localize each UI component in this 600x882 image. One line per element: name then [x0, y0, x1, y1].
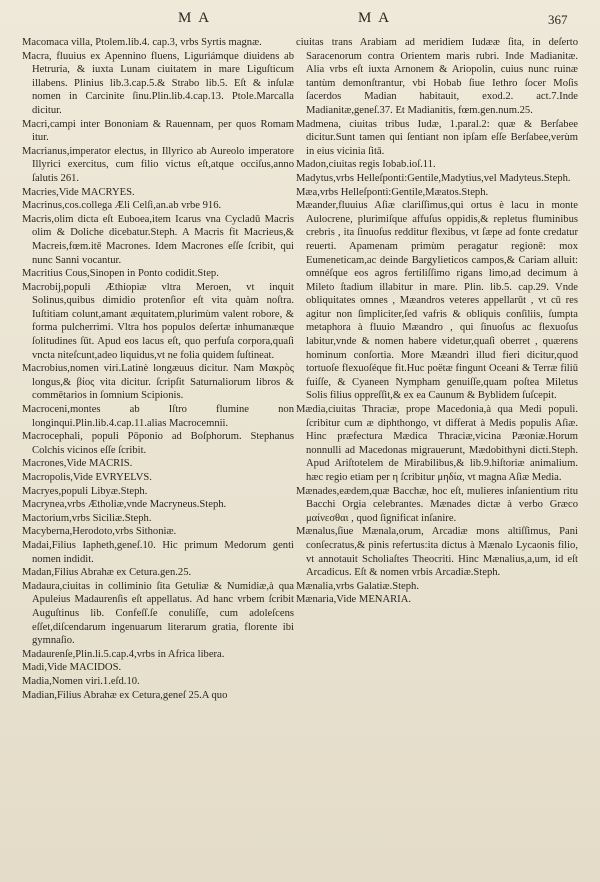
dictionary-entry: Madi,Vide MACIDOS.	[22, 662, 122, 674]
dictionary-entry: Madytus,vrbs Helleſponti:Gentile,Madytius,vel Madyteus.Steph.	[296, 172, 571, 184]
dictionary-entry: Mæander,fluuius Aſiæ clariſſimus,qui ortus è lacu in monte Aulocrene, plurimiſque affuſus oppidis,& repletus fluminibus crebris , ita ſinuoſus redditur flexibus, vt ſæpe ad fonte credatur reuerti. Apamenam primùm peragatur regionē: mox Eumeneticam,ac deinde Bargylieticos campos,& Cariam alluit: omnéſque eos agros fertiliſſimo rigans limo,ad decimum à Mileto ſtadium illabitur in mare. Plin. lib.5. cap.29. Vnde obliquitates omnes , Mæandros veteres appellarūt , vt cū res agitur non ſimpliciter,ſed vafris & obliquis conſiliis, ſumpta metaphora à fluuio Mæandro , qui ſinuoſus ac flexuoſus labitur,vnde & nomen habere videtur,quaſi oberret , quærens hominum conſortia. More Mæandri illud fieri dicitur,quod tortuoſe flexuoſéque fit.Huc poëtæ fingunt Oceani & Terræ filiū fuiſſe, & Cyaneen Nympham genuiſſe,quam poſtea Miletus Solis filius oppreſſit,& ex ea Caunum & Byblidem ſuſcepit.	[296, 200, 578, 402]
dictionary-entry: Madia,Nomen viri.1.eſd.10.	[22, 675, 140, 687]
dictionary-entry: Macrinus,cos.collega Æli Celſi,an.ab vrbe 916.	[22, 200, 222, 212]
dictionary-entry: Madon,ciuitas regis Iobab.ioſ.11.	[296, 159, 436, 171]
header-left-letters: M A	[178, 10, 212, 26]
dictionary-entry: Mactorium,vrbs Siciliæ.Steph.	[22, 512, 152, 524]
dictionary-entry: Macrynea,vrbs Ætholiæ,vnde Macryneus.Steph.	[22, 499, 227, 511]
dictionary-entry: Macryes,populi Libyæ.Steph.	[22, 485, 148, 497]
left-column	[22, 36, 294, 702]
dictionary-entry: ciuitas trans Arabiam ad meridiem Iudææ ſita, in deſerto Saracenorum contra Orientem maris rubri. Inde Madianitæ. Alia vrbs eſt iuxta Arnonem & Ariopolin, cuius nunc ruinæ tantùm demonſtrantur, vbi Hobab ſiue Iethro ſocer Moſis ſacerdos Madian habitauit, exod.2. act.7.Inde Madianitæ,geneſ.37. Et Madianitis, fœm.gen.num.25.	[296, 37, 578, 116]
dictionary-entry: Macyberna,Herodoto,vrbs Sithoniæ.	[22, 526, 177, 538]
dictionary-entry: Macropolis,Vide EVRYELVS.	[22, 472, 152, 483]
dictionary-entry: Macra, fluuius ex Apennino fluens, Liguriámque diuidens ab Hetruria, & iuxta Lunam ciuitatem in mare Liguſticum illabens. Plinius lib.3.cap.5.& Strabo lib.5. Eſt & inſulæ nomen in Carcinite ſinu.Plin.lib.4.cap.13. Ptole.Marcalla dicitur.	[22, 50, 294, 116]
dictionary-entry: Madan,Filius Abrahæ ex Cetura.gen.25.	[22, 567, 192, 579]
dictionary-entry: Macrobij,populi Æthiopiæ vltra Meroen, vt inquit Solinus,quibus dimidio protenſior eſt vita quàm noſtra. Iuſtitiam colunt,amant æquitatem,plurimùm valent robore, & forma pulcherrimi. Vltra hos populos deſertæ inhumanæque ſolitudines ſūt. Apud eos lacus eſt, quo perfuſa corpora,quaſi vncta niteſcunt,adeo liquidus,vt ne folia quidem ſuſtineat.	[22, 281, 294, 361]
dictionary-entry: Mænalia,vrbs Galatiæ.Steph.	[296, 580, 419, 592]
header-right-letters: M A	[358, 10, 392, 26]
dictionary-entry: Madaurenſe,Plin.li.5.cap.4,vrbs in Africa libera.	[22, 648, 225, 660]
dictionary-entry: Macritius Cous,Sinopen in Ponto codidit.Step.	[22, 268, 219, 280]
dictionary-entry: Madmena, ciuitas tribus Iudæ, 1.paral.2: quæ & Berſabee dicitur.Sunt tamen qui ſentiant non ipſam eſſe Berſabee,verùm in eius vicinia ſitā.	[296, 118, 578, 157]
dictionary-entry: Macroceni,montes ab Iſtro flumine non longinqui.Plin.lib.4.cap.11.alias Macrocemnii.	[22, 404, 294, 429]
dictionary-entry: Macri,campi inter Bononiam & Rauennam, per quos Romam itur.	[22, 118, 294, 144]
dictionary-entry: Macrobius,nomen viri.Latinè longæuus dicitur. Nam Μακρὸς longus,& βίος vita dicitur. ſcripſit Saturnaliorum libros & commētarios in ſomnium Scipionis.	[22, 363, 294, 402]
dictionary-entry: Macris,olim dicta eſt Euboea,item Icarus vna Cycladū Macris olim & Doliche dicebatur.Steph. A Macris fit Macrieus,& Macreis,fœm.itē Macrones. Idem Macrones eſſe ſcribit, qui nunc Sanni vocantur.	[22, 213, 294, 266]
dictionary-entry: Macries,Vide MACRYES.	[22, 186, 135, 198]
dictionary-entry: Macrianus,imperator electus, in Illyrico ab Aureolo imperatore Illyrici exercitus, cum filio victus eſt,atque occiſus,anno ſalutis 261.	[22, 145, 294, 184]
dictionary-entry: Mænades,eædem,quæ Bacchæ, hoc eſt, mulieres inſanientium ritu Bacchi Orgia celebrantes. Mænades dictæ à verbo Græco μαίνεσθαι , quod ſignificat inſanire.	[296, 485, 578, 524]
dictionary-entry: Mæa,vrbs Helleſponti:Gentile,Mæatos.Steph.	[296, 186, 489, 198]
dictionary-entry: Mænaria,Vide MENARIA.	[296, 594, 411, 606]
running-header	[0, 10, 600, 32]
dictionary-entry: Madai,Filius Iapheth,geneſ.10. Hic primum Medorum genti nomen indidit.	[22, 539, 294, 565]
dictionary-entry: Mædia,ciuitas Thraciæ, prope Macedonia,à qua Medi populi. ſcribitur cum æ diphthongo, vt differat à Medis populis Aſiæ. Hinc præfectura Mædica Thraciæ,vicina Pæoniæ.Horum nonnulli ad Macedonas migrauerunt, Mædobithyni dicti.Steph. Apud Ariſtotelem de Mirabilibus,& lib.9.hiſtoriæ animalium. hæc regio etiam per η ſcribitur μηδία, vt magna Aſiæ Media.	[296, 404, 578, 483]
dictionary-entry: Macrocephali, populi Pōponio ad Boſphorum. Stephanus Colchis vicinos eſſe ſcribit.	[22, 431, 294, 456]
dictionary-entry: Mænalus,ſiue Mænala,orum, Arcadiæ mons altiſſimus, Pani conſecratus,& pinis refertus:ita dictus à Mænalo Lycaonis filio, vt annotauit Scholiaſtes Theocriti. Hinc Mænalius,a,um, id eſt Arcadicus. Eſt & nomen vrbis Arcadiæ.Steph.	[296, 526, 578, 579]
dictionary-entry: Madaura,ciuitas in colliminio ſita Getuliæ & Numidiæ,à qua Apuleius Madaurenſis eſt appellatus. Ad hanc vrbem ſcribit Auguſtinus lib. Confeſſ.ſe conuliſſe, cum adoleſcens eſſet,diſcendarum ingenuarum literarum gratia, florente ibi gymnaſio.	[22, 580, 294, 647]
dictionary-entry: Macrones,Vide MACRIS.	[22, 458, 133, 470]
dictionary-entry: Madian,Filius Abrahæ ex Cetura,geneſ 25.A quo	[22, 689, 228, 701]
dictionary-entry: Macomaca villa, Ptolem.lib.4. cap.3, vrbs Syrtis magnæ.	[22, 37, 262, 48]
right-column	[296, 36, 578, 607]
page-number: 367	[548, 12, 568, 27]
